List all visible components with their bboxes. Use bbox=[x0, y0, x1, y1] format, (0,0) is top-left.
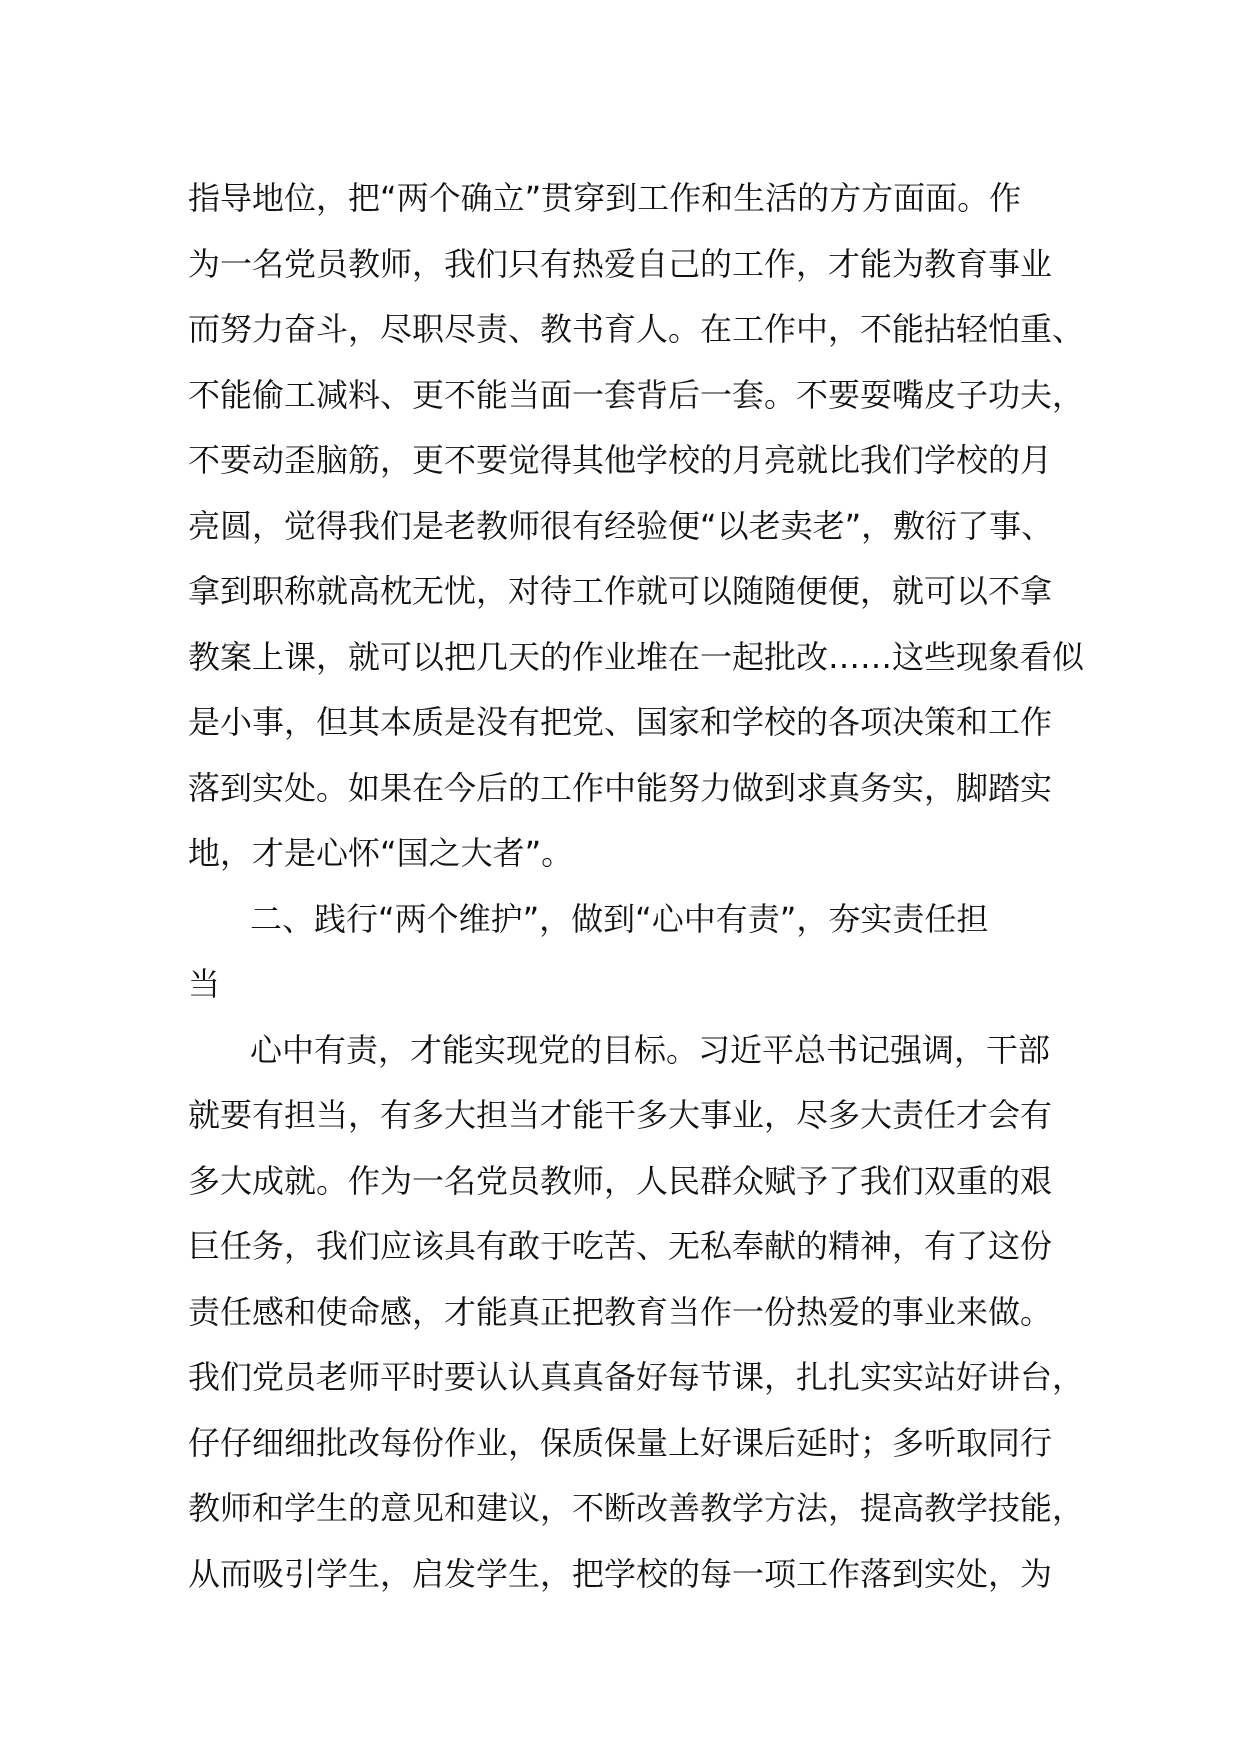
text-line: 不能偷工减料、更不能当面一套背后一套。不要耍嘴皮子功夫， bbox=[188, 375, 1085, 414]
text-line: 不要动歪脑筋，更不要觉得其他学校的月亮就比我们学校的月 bbox=[188, 441, 1053, 479]
text-line: 仔仔细细批改每份作业，保质保量上好课后延时；多听取同行 bbox=[188, 1423, 1053, 1462]
section-heading: 二、践行“两个维护”，做到“心中有责”，夯实责任担 bbox=[250, 899, 989, 938]
paragraph-start-line: 心中有责，才能实现党的目标。习近平总书记强调，干部 bbox=[250, 1030, 1051, 1069]
text-line: 教师和学生的意见和建议，不断改善教学方法，提高教学技能， bbox=[188, 1489, 1085, 1527]
text-line: 我们党员老师平时要认认真真备好每节课，扎扎实实站好讲台， bbox=[188, 1358, 1085, 1396]
text-line: 亮圆，觉得我们是老教师很有经验便“以老卖老”，敷衍了事、 bbox=[188, 506, 1054, 545]
body-text bbox=[188, 166, 1088, 1607]
text-line: 就要有担当，有多大担当才能干多大事业，尽多大责任才会有 bbox=[188, 1096, 1053, 1134]
text-line: 为一名党员教师，我们只有热爱自己的工作，才能为教育事业 bbox=[188, 244, 1053, 283]
text-line: 指导地位，把“两个确立”贯穿到工作和生活的方方面面。作 bbox=[188, 179, 1022, 217]
text-line: 地，才是心怀“国之大者”。 bbox=[188, 834, 574, 872]
text-line: 是小事，但其本质是没有把党、国家和学校的各项决策和工作 bbox=[188, 703, 1053, 741]
text-line: 而努力奋斗，尽职尽责、教书育人。在工作中，不能拈轻怕重、 bbox=[188, 310, 1085, 348]
text-line: 多大成就。作为一名党员教师，人民群众赋予了我们双重的艰 bbox=[188, 1161, 1053, 1200]
text-line: 责任感和使命感，才能真正把教育当作一份热爱的事业来做。 bbox=[188, 1292, 1053, 1331]
text-line: 从而吸引学生，启发学生，把学校的每一项工作落到实处，为 bbox=[188, 1554, 1053, 1593]
section-heading-continued: 当 bbox=[188, 965, 221, 1003]
text-line: 巨任务，我们应该具有敢于吃苦、无私奉献的精神，有了这份 bbox=[188, 1227, 1053, 1265]
text-line: 教案上课，就可以把几天的作业堆在一起批改……这些现象看似 bbox=[188, 637, 1085, 676]
text-line: 落到实处。如果在今后的工作中能努力做到求真务实，脚踏实 bbox=[188, 768, 1053, 807]
text-line: 拿到职称就高枕无忧，对待工作就可以随随便便，就可以不拿 bbox=[188, 572, 1053, 610]
